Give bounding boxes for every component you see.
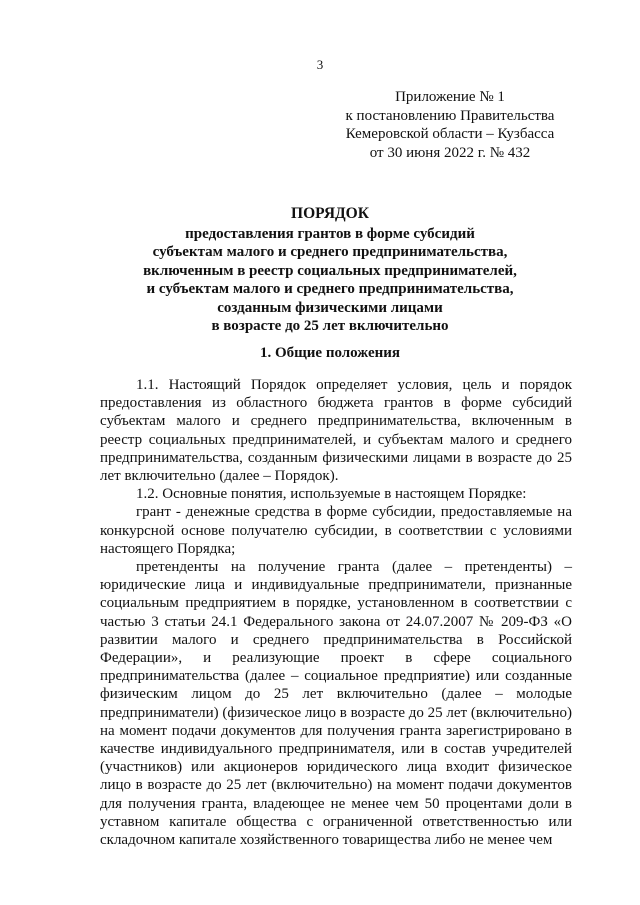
title-line: включенным в реестр социальных предпринимателей, [143,262,517,279]
document-title [60,205,600,336]
appendix-line: от 30 июня 2022 г. № 432 [369,144,531,161]
appendix-line: Кемеровской области – Кузбасса [345,126,555,142]
appendix-line: Приложение № 1 [395,89,505,105]
paragraph: 1.1. Настоящий Порядок определяет условия, цель и порядок предоставления из областного бюджета грантов в форме субсидий субъектам малого и среднего предпринимательства, включенным в реестр социальных предпринимателей, и субъектам малого и среднего предпринимательства, созданным физическими лицами в возрасте до 25 лет включительно (далее – Порядок). [100,377,572,485]
page-number: 3 [316,57,324,72]
title-main: ПОРЯДОК [291,205,369,222]
title-line: предоставления грантов в форме субсидий [185,225,475,242]
paragraph: грант - денежные средства в форме субсидии, предоставляемые на конкурсной основе получателю субсидии, в соответствии с условиями настоящего Порядка; [100,504,572,557]
title-line: созданным физическими лицами [217,299,443,316]
body-text [100,376,572,849]
title-line: и субъектам малого и среднего предпринимательства, [146,281,514,297]
title-line: в возрасте до 25 лет включительно [211,318,449,334]
paragraph: претенденты на получение гранта (далее – претенденты) – юридические лица и индивидуальные предприниматели, признанные социальным предприятием в порядке, установленном в соответствии с частью 3 статьи 24.1 Федерального закона от 24.07.2007 № 209-ФЗ «О развитии малого и среднего предпринимательства в Российской Федерации», и реализующие проект в сфере социального предпринимательства (далее – социальное предприятие) или созданные физическим лицом до 25 лет включительно (далее – молодые предприниматели) (физическое лицо в возрасте до 25 лет (включительно) на момент подачи документов для получения гранта зарегистрировано в качестве индивидуального предпринимателя, или в состав учредителей (участников) или акционеров юридического лица входит физическое лицо в возрасте до 25 лет (включительно) на момент подачи документов для получения гранта, владеющее не менее чем 50 процентами доли в уставном капитале общества с ограниченной ответственностью или складочном капитале хозяйственного товарищества либо не менее чем [100,559,572,849]
appendix-line: к постановлению Правительства [345,107,555,124]
appendix-block [300,88,600,162]
paragraph: 1.2. Основные понятия, используемые в настоящем Порядке: [136,486,527,503]
section-heading: 1. Общие положения [259,345,401,361]
title-line: субъектам малого и среднего предпринимательства, [152,244,508,260]
